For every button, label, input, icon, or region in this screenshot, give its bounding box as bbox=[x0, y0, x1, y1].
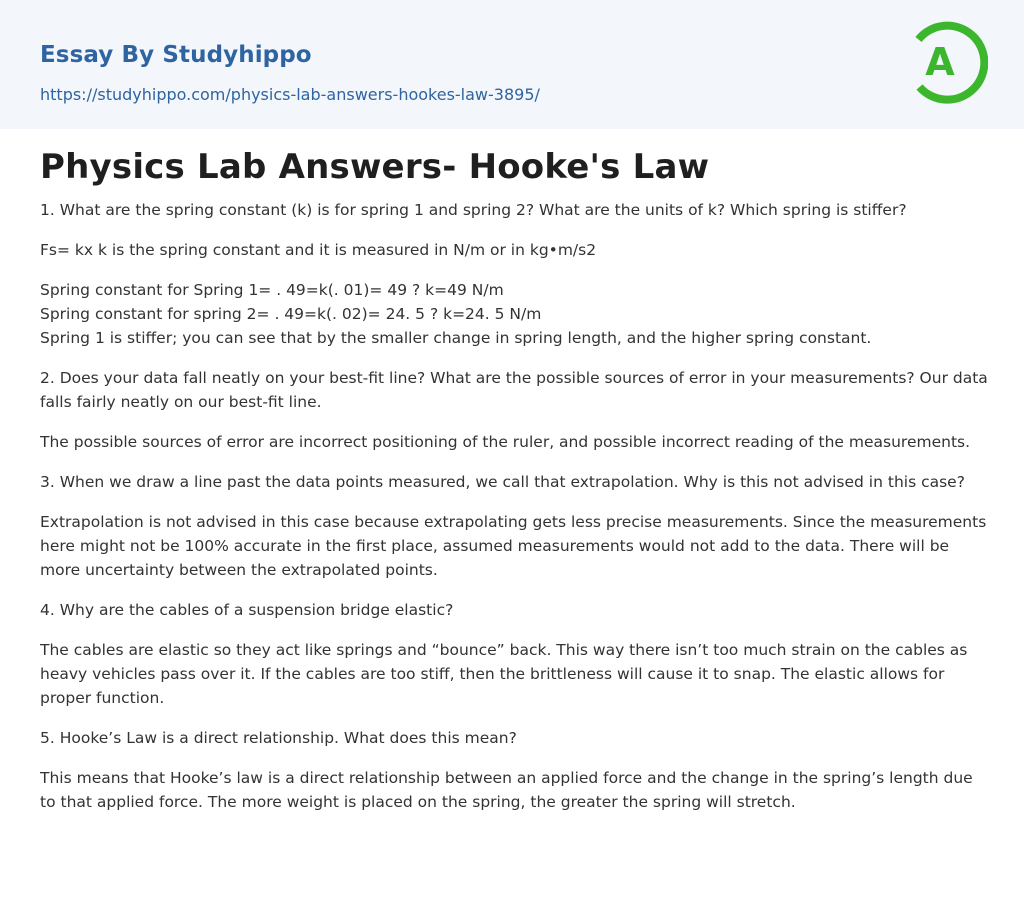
article-paragraph bbox=[40, 638, 988, 710]
article-paragraph bbox=[40, 598, 988, 622]
paragraph-line: Extrapolation is not advised in this case because extrapolating gets less precise measurements. Since the measurements here might not be 100% accurate in the first place, assumed measurements would not add to the data. There will be more uncertainty between the extrapolated points. bbox=[40, 513, 987, 579]
article-title: Physics Lab Answers- Hooke's Law bbox=[40, 147, 710, 187]
site-header bbox=[0, 0, 1024, 129]
article-paragraph bbox=[40, 278, 988, 350]
article-paragraph bbox=[40, 510, 988, 582]
paragraph-line: This means that Hooke’s law is a direct relationship between an applied force and the change in the spring’s length due to that applied force. The more weight is placed on the spring, the greater the spring will stretch. bbox=[40, 769, 973, 811]
paragraph-line: 3. When we draw a line past the data points measured, we call that extrapolation. Why is this not advised in this case? bbox=[40, 473, 965, 491]
logo-letter: A bbox=[925, 40, 955, 84]
article-paragraph bbox=[40, 726, 988, 750]
article-paragraph bbox=[40, 366, 988, 414]
article-paragraph bbox=[40, 766, 988, 814]
paragraph-line: 5. Hooke’s Law is a direct relationship. What does this mean? bbox=[40, 729, 517, 747]
paragraph-line: Fs= kx k is the spring constant and it is measured in N/m or in kg•m/s2 bbox=[40, 241, 597, 259]
paragraph-line: Spring constant for spring 2= . 49=k(. 02)= 24. 5 ? k=24. 5 N/m bbox=[40, 305, 542, 323]
paragraph-line: 1. What are the spring constant (k) is for spring 1 and spring 2? What are the units of k? Which spring is stiffer? bbox=[40, 201, 907, 219]
paragraph-line: 4. Why are the cables of a suspension bridge elastic? bbox=[40, 601, 454, 619]
article-paragraph bbox=[40, 430, 988, 454]
paragraph-line: The cables are elastic so they act like springs and “bounce” back. This way there isn’t too much strain on the cables as heavy vehicles pass over it. If the cables are too stiff, then the brittleness will cause it to snap. The elastic allows for proper function. bbox=[40, 641, 968, 707]
paragraph-line: Spring 1 is stiffer; you can see that by the smaller change in spring length, and the higher spring constant. bbox=[40, 329, 872, 347]
studyhippo-logo-icon[interactable] bbox=[910, 17, 988, 107]
article-paragraph bbox=[40, 470, 988, 494]
source-url-link[interactable]: https://studyhippo.com/physics-lab-answers-hookes-law-3895/ bbox=[40, 85, 540, 104]
article-body bbox=[40, 198, 988, 814]
article-paragraph bbox=[40, 238, 988, 262]
article-content bbox=[40, 140, 988, 830]
article-paragraph bbox=[40, 198, 988, 222]
brand-title[interactable]: Essay By Studyhippo bbox=[40, 42, 312, 68]
paragraph-line: Spring constant for Spring 1= . 49=k(. 01)= 49 ? k=49 N/m bbox=[40, 281, 504, 299]
paragraph-line: 2. Does your data fall neatly on your best-fit line? What are the possible sources of error in your measurements? Our data falls fairly neatly on our best-fit line. bbox=[40, 369, 988, 411]
paragraph-line: The possible sources of error are incorrect positioning of the ruler, and possible incorrect reading of the measurements. bbox=[40, 433, 971, 451]
